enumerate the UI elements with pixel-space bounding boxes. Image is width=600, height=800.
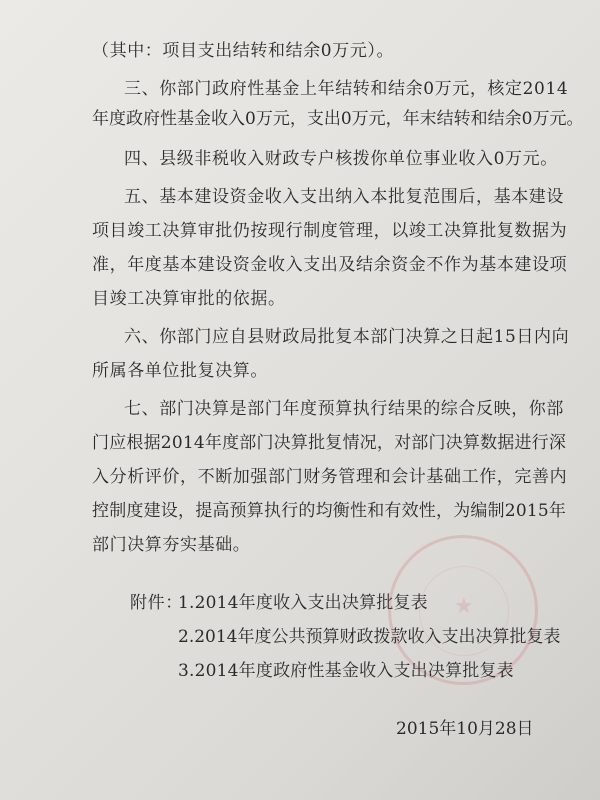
attachment-item: 2.2014年度公共预算财政拨款收入支出决算批复表 bbox=[178, 627, 561, 647]
document-date: 2015年10月28日 bbox=[396, 719, 534, 739]
paragraph-line: 六、你部门应自县财政局批复本部门决算之日起15日内向 bbox=[124, 327, 570, 347]
paragraph-line: （其中：项目支出结转和结余0万元）。 bbox=[92, 41, 395, 61]
paragraph-line: 入分析评价，不断加强部门财务管理和会计基础工作，完善内 bbox=[92, 467, 568, 487]
paragraph-line: 部门决算夯实基础。 bbox=[92, 535, 251, 555]
attachments-label: 附件： bbox=[130, 593, 183, 613]
paragraph-line: 门应根据2014年度部门决算批复情况，对部门决算数据进行深 bbox=[92, 433, 567, 453]
paragraph-line: 所属各单位批复决算。 bbox=[92, 361, 268, 381]
paragraph-line: 项目竣工决算审批仍按现行制度管理，以竣工决算批复数据为 bbox=[92, 221, 568, 241]
paragraph-line: 控制度建设，提高预算执行的均衡性和有效性，为编制2015年 bbox=[92, 501, 567, 521]
attachment-item: 3.2014年度政府性基金收入支出决算批复表 bbox=[178, 661, 514, 681]
paragraph-line: 准，年度基本建设资金收入支出及结余资金不作为基本建设项 bbox=[92, 255, 568, 275]
seal-star-icon: ★ bbox=[454, 594, 474, 619]
paragraph-line: 七、部门决算是部门年度预算执行结果的综合反映，你部 bbox=[124, 399, 564, 419]
paragraph-line: 五、基本建设资金收入支出纳入本批复范围后，基本建设 bbox=[124, 187, 564, 207]
paragraph-line: 目竣工决算审批的依据。 bbox=[92, 289, 286, 309]
attachment-item: 1.2014年度收入支出决算批复表 bbox=[178, 593, 428, 613]
paragraph-line: 四、县级非税收入财政专户核拨你单位事业收入0万元。 bbox=[124, 149, 558, 169]
paragraph-line: 年度政府性基金收入0万元，支出0万元，年末结转和结余0万元。 bbox=[92, 109, 584, 129]
paragraph-line: 三、你部门政府性基金上年结转和结余0万元，核定2014 bbox=[124, 79, 569, 99]
